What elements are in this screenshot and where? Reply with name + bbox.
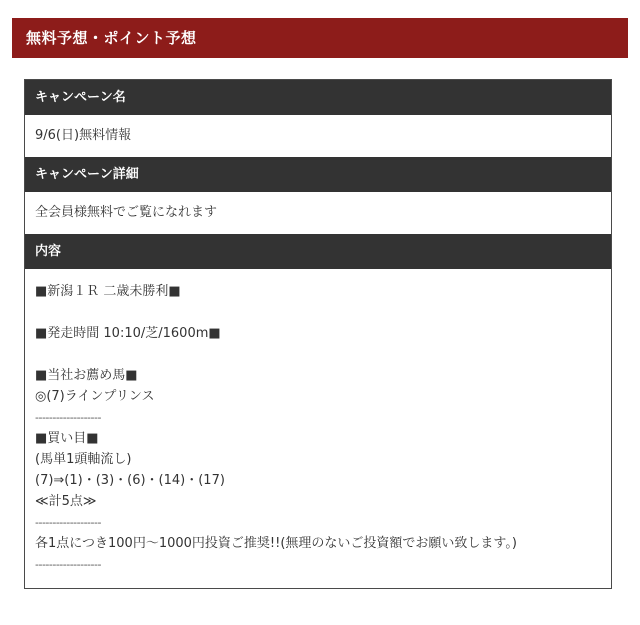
campaign-detail-value: 全会員様無料でご覧になれます [35,205,218,220]
content-line-recommendation: 各1点につき100円〜1000円投資ご推奨!!(無理のないご投資額でお願い致します。) [35,536,517,551]
content-line-recommend-horse: ◎(7)ラインプリンス [35,389,155,404]
campaign-name-header: キャンペーン名 [25,80,611,115]
content-line-bet-heading: ■買い目■ [35,431,99,446]
content-line-bet-combination: (7)⇒(1)・(3)・(6)・(14)・(17) [35,473,225,488]
campaign-detail-header: キャンペーン詳細 [25,157,611,192]
campaign-panel [24,79,612,589]
content-line-bet-total: ≪計5点≫ [35,494,97,509]
content-spacer [35,344,611,365]
content-line-start-time: ■発走時間 10:10/芝/1600m■ [35,326,221,341]
content-divider: ------------------- [35,558,101,571]
page-title: 無料予想・ポイント予想 [12,18,628,58]
content-line-recommend-heading: ■当社お薦め馬■ [35,368,138,383]
content-divider: ------------------- [35,516,101,529]
campaign-name-value: 9/6(日)無料情報 [35,128,132,143]
content-line-bet-type: (馬単1頭軸流し) [35,452,132,467]
content-header: 内容 [25,234,611,269]
content-spacer [35,302,611,323]
content-line-race: ■新潟１Ｒ 二歳未勝利■ [35,284,181,299]
content-divider: ------------------- [35,411,101,424]
content-body [25,269,611,575]
